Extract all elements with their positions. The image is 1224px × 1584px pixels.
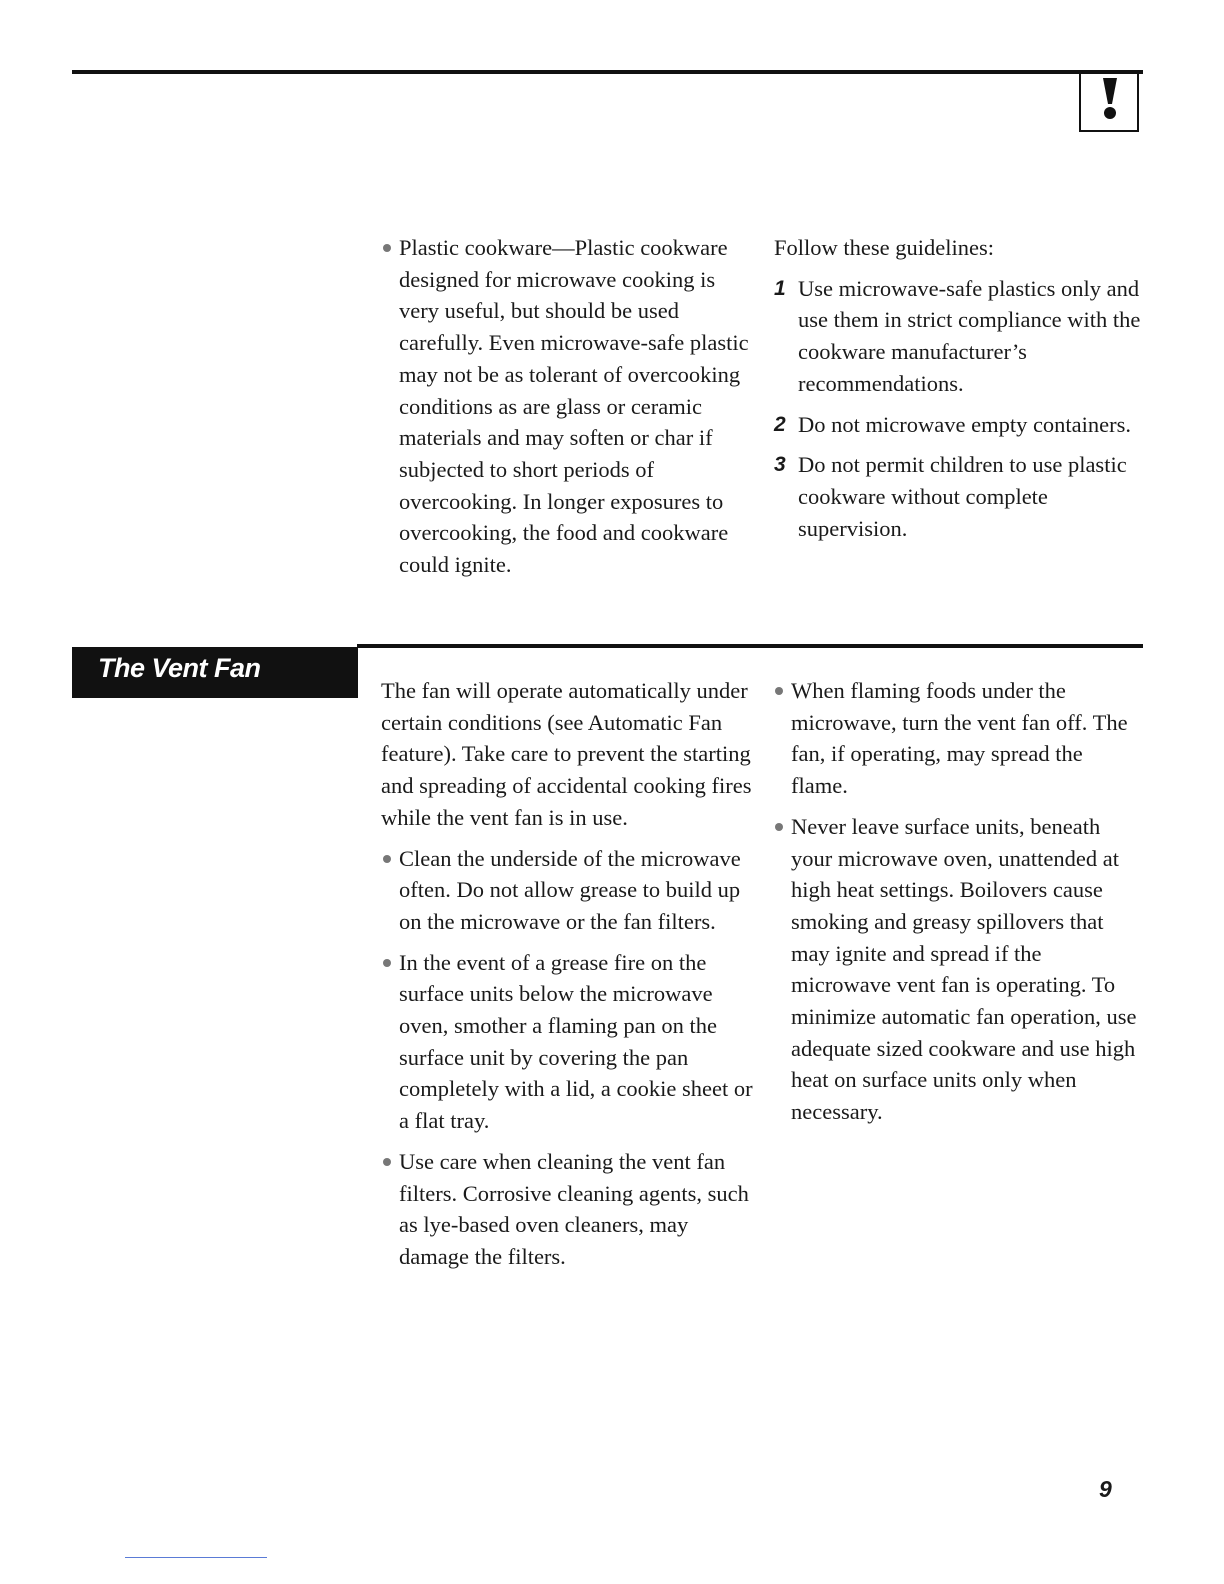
plastic-cookware-bullet: Plastic cookware—Plastic cookware designed for microwave cooking is very useful, but should be used carefully. Even microwave-safe plastic may not be as tolerant of overcooking conditions as are glass or ceramic materials and may soften or char if subjected to short periods of overcooking. In longer exposures to overcooking, the food and cookware could ignite. [381, 232, 753, 581]
vent-bullet: Clean the underside of the microwave often. Do not allow grease to build up on the microwave or the fan filters. [381, 843, 753, 938]
vent-bullet: Use care when cleaning the vent fan filters. Corrosive cleaning agents, such as lye-based oven cleaners, may damage the filters. [381, 1146, 753, 1273]
vent-bullet: Never leave surface units, beneath your microwave oven, unattended at high heat settings. Boilovers cause smoking and greasy spillovers that may ignite and spread if the microwave vent fan is operating. To minimize automatic fan operation, use adequate sized cookware and use high heat on surface units only when necessary. [773, 811, 1145, 1128]
vent-bullet: When flaming foods under the microwave, turn the vent fan off. The fan, if operating, may spread the flame. [773, 675, 1145, 802]
section-heading-bar [72, 647, 358, 698]
bottom-line [125, 1557, 267, 1558]
guideline-text: Use microwave-safe plastics only and use them in strict compliance with the cookware manufacturer’s recommendations. [798, 275, 1141, 396]
exclamation-icon [1100, 78, 1120, 120]
section-heading: The Vent Fan [98, 653, 261, 683]
vent-bullet: In the event of a grease fire on the surface units below the microwave oven, smother a flaming pan on the surface unit by covering the pan completely with a lid, a cookie sheet or a flat tray. [381, 947, 753, 1137]
vent-right-column [773, 675, 1145, 1137]
top-rule [72, 70, 1143, 74]
guideline-item [774, 449, 1146, 544]
vent-left-column [381, 675, 753, 1282]
plastic-right-column [774, 232, 1146, 553]
guideline-text: Do not microwave empty containers. [798, 411, 1132, 437]
vent-intro: The fan will operate automatically under certain conditions (see Automatic Fan feature). Take care to prevent the starting and spreading of accidental cooking fires while the vent fan is in use. [381, 678, 752, 830]
page-number: 9 [1099, 1476, 1112, 1502]
warning-box [1079, 70, 1139, 132]
guideline-item [774, 409, 1146, 441]
guideline-number: 1 [774, 276, 786, 300]
guideline-text: Do not permit children to use plastic cookware without complete supervision. [798, 452, 1127, 541]
plastic-left-column [381, 232, 753, 590]
section-rule [357, 644, 1143, 648]
guideline-item [774, 273, 1146, 400]
guideline-number: 3 [774, 453, 786, 477]
guideline-number: 2 [774, 412, 786, 436]
guidelines-intro: Follow these guidelines: [774, 235, 994, 260]
